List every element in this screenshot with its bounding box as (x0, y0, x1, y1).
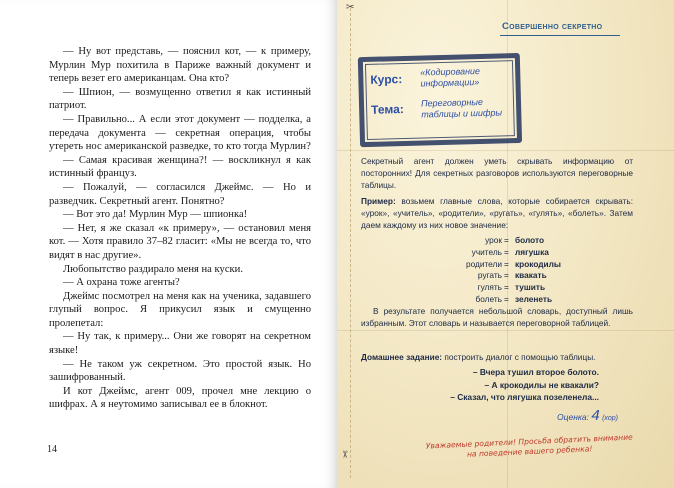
paragraph: — Нет, я же сказал «к примеру», — остановил меня кот. — Хотя правило 37–82 гласит: «Мы не всегда то, что видят в нас другие». (49, 222, 311, 261)
stamp-topic-label-wrap (371, 100, 404, 119)
code-word: зеленеть (515, 293, 553, 304)
dialogue-line: – Вчера тушил второе болото. (472, 367, 599, 377)
homework-label: Домашнее задание: (361, 352, 443, 362)
equals-sign: = (504, 246, 509, 257)
example-text: возьмем главные слова, которые собирается скрывать: «урок», «учитель», «родители», «ругать», «гулять», «болеть». Затем даем каждому из них новое значение: (361, 196, 634, 230)
paragraph: — Правильно... А если этот документ — подделка, а передача документа — секретная операция, чтобы утереть нос американской разведке, то кто тогда Мурлин? (49, 113, 311, 153)
code-table-row (337, 247, 674, 259)
code-table (337, 235, 674, 306)
paragraph: — Вот это да! Мурлин Мур — шпионка! (63, 209, 248, 221)
code-table-row (337, 270, 674, 282)
code-word: лягушка (515, 246, 549, 257)
topic-value: Переговорные таблицы и шифры (420, 96, 503, 120)
plain-word: родители (465, 258, 502, 269)
paragraph: И кот Джеймс, агент 009, прочел мне лекцию о шифрах. А я неутомимо записывал ее в блокнот. (49, 385, 311, 411)
code-word: крокодилы (515, 258, 562, 269)
plain-word: гулять (477, 282, 502, 293)
plain-word: болеть (475, 293, 502, 304)
secret-header: Совершенно секретно (502, 21, 603, 32)
equals-sign: = (504, 258, 509, 269)
intro-text: Секретный агент должен уметь скрывать информацию от посторонних! Для секретных разговоров используются переговорные таблицы. (361, 156, 633, 190)
example-label: Пример: (361, 196, 396, 206)
paragraph: Любопытство раздирало меня на куски. (63, 263, 243, 275)
scissors-icon: ✂ (338, 450, 350, 459)
result-text: В результате получается небольшой словарь, доступный лишь избранным. Этот словарь и называется переговорной таблицей. (361, 306, 633, 328)
scissors-icon: ✂ (346, 2, 355, 13)
code-table-row (337, 259, 674, 271)
paragraph: Джеймс посмотрел на меня как на ученика, задавшего глупый вопрос. Я прикусил язык и смущенно пролепетал: (49, 290, 311, 329)
course-label: Курс: (370, 72, 403, 87)
paragraph: — Пожалуй, — согласился Джеймс. — Но и разведчик. Секретный агент. Понятно? (49, 181, 311, 207)
grade-mark (557, 407, 618, 424)
code-table-row (337, 294, 674, 306)
course-value: «Кодирование информации» (420, 65, 481, 89)
code-word: тушить (515, 282, 546, 293)
example-paragraph (361, 196, 633, 231)
code-word: квакать (515, 270, 547, 281)
equals-sign: = (504, 235, 509, 245)
topic-label: Тема: (370, 102, 404, 117)
parent-note: Уважаемые родители! Просьба обратить внимание на поведение вашего ребенка! (425, 432, 633, 459)
header-underline (500, 35, 620, 36)
right-page (337, 0, 674, 488)
paragraph: — Ну так, к примеру... Они же говорят на секретном языке! (49, 331, 311, 357)
stamp-course-label-wrap (370, 70, 402, 89)
grade-label: Оценка: (557, 412, 589, 422)
code-table-row (337, 235, 674, 247)
homework (361, 352, 633, 364)
left-page-text (49, 45, 311, 412)
paragraph: — Самая красивая женщина?! — воскликнул я как истинный француз. (49, 154, 311, 180)
course-stamp (358, 53, 526, 152)
homework-text: построить диалог с помощью таблицы. (444, 352, 596, 362)
dialogue-line: – Сказал, что лягушка позеленела... (450, 392, 599, 403)
paragraph: — Шпион, — возмущенно ответил я как истинный патриот. (49, 86, 311, 112)
equals-sign: = (504, 293, 509, 304)
paragraph: — А охрана тоже агенты? (63, 277, 180, 289)
page-number: 14 (47, 444, 57, 455)
dialogue-line: – А крокодилы не квакали? (484, 379, 599, 390)
plain-word: ругать (477, 270, 502, 281)
equals-sign: = (504, 282, 509, 293)
grade-note: (хор) (602, 415, 618, 422)
plain-word: учитель (471, 246, 502, 257)
code-word: болото (515, 235, 545, 245)
paragraph: — Ну вот представь, — пояснил кот, — к примеру, Мурлин Мур похитила в Париже важный документ и теперь везет его американцам. Она кто? (49, 46, 311, 85)
plain-word: урок (485, 235, 502, 245)
code-table-row (337, 282, 674, 294)
grade-value: 4 (591, 407, 600, 424)
equals-sign: = (504, 270, 509, 281)
paragraph: — Не таком уж секретном. Это простой язык. Но зашифрованный. (49, 358, 311, 384)
